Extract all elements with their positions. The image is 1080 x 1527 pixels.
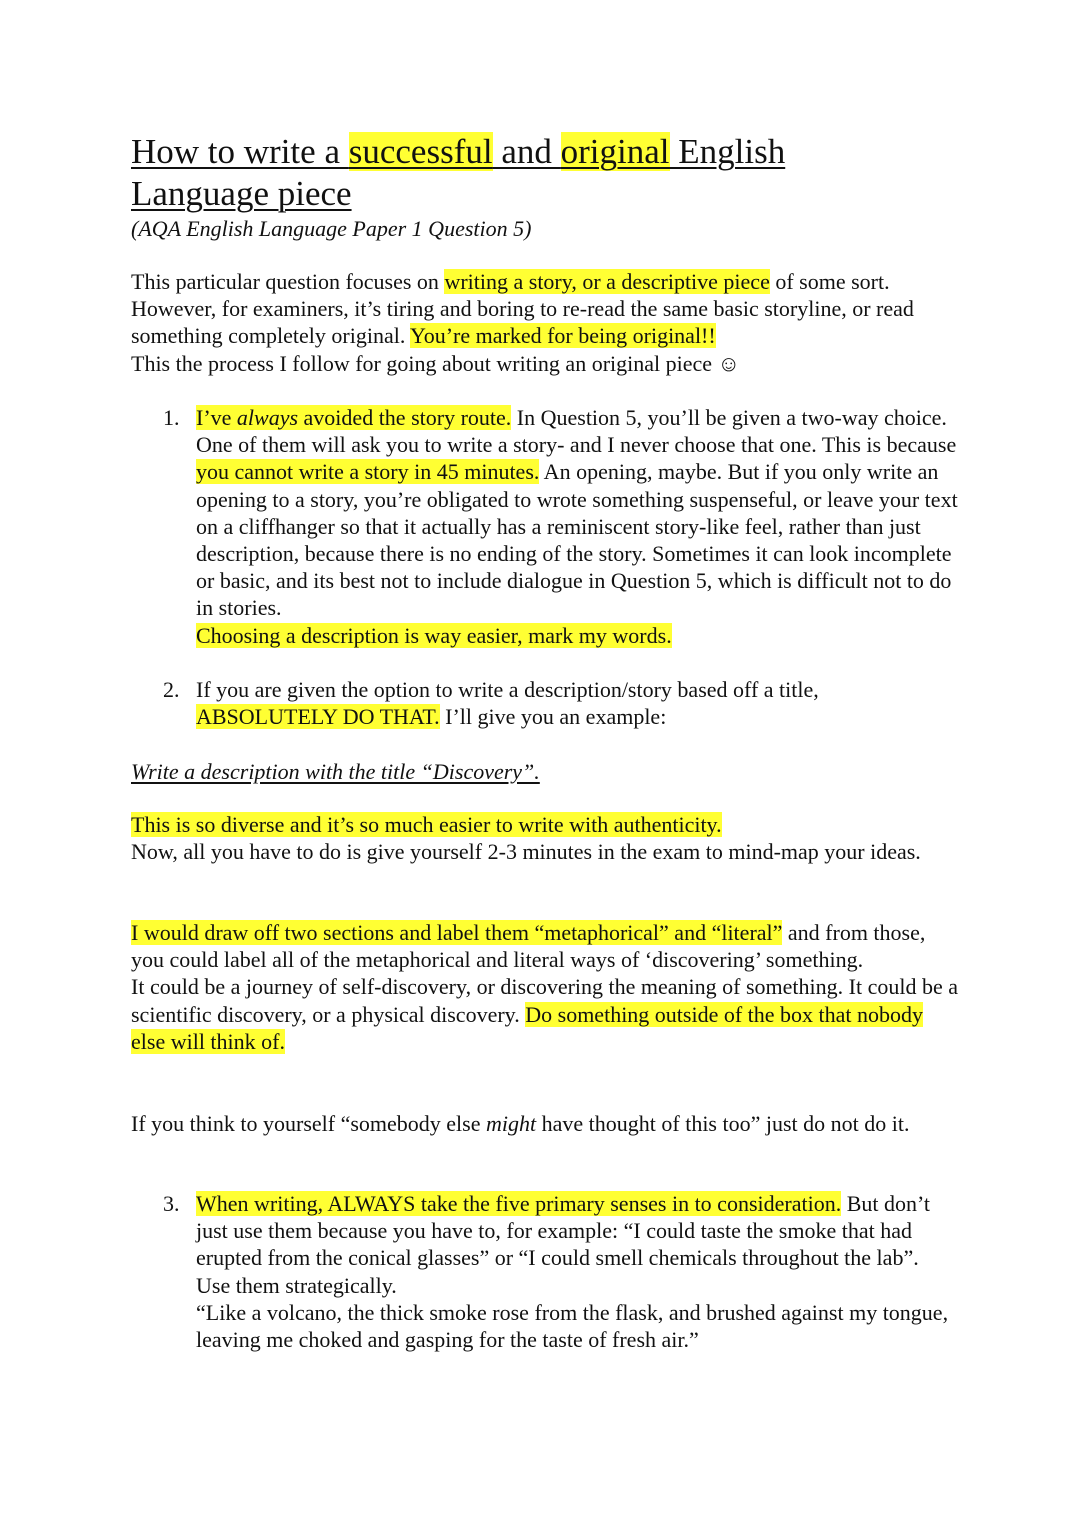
- paragraph-might: If you think to yourself “somebody else might have thought of this too” just do not do it.: [131, 1111, 910, 1136]
- page-title: How to write a successful and original English Language piece: [131, 132, 786, 213]
- list-item-2: 2. If you are given the option to write a description/story based off a title, ABSOLUTELY DO THAT. I’ll give you an example:: [163, 677, 819, 730]
- example-prompt: Write a description with the title “Discovery”.: [131, 759, 540, 784]
- intro-paragraph: This particular question focuses on writing a story, or a descriptive piece of some sort. However, for examiners, it’s tiring and boring to re-read the same basic storyline, or read something completely original. You’re marked for being original!! This the process I follow for going about writing an original piece ☺: [131, 269, 914, 376]
- highlight-original: original: [560, 132, 670, 171]
- highlight-successful: successful: [348, 132, 493, 171]
- paragraph-mindmap: I would draw off two sections and label them “metaphorical” and “literal” and from those, you could label all of the metaphorical and literal ways of ‘discovering’ something. It could be a journey of self-discovery, or discovering the meaning of something. It could be a scientific discovery, or a physical discovery. Do something outside of the box that nobody else will think of.: [131, 920, 958, 1054]
- list-item-1: 1. I’ve always avoided the story route. In Question 5, you’ll be given a two-way choice. One of them will ask you to write a story- and I never choose that one. This is because you cannot write a story in 45 minutes. An opening, maybe. But if you only write an opening to a story, you’re obligated to wrote something suspenseful, or leave your text on a cliffhanger so that it actually has a reminiscent story-like feel, rather than just description, because there is no ending of the story. Sometimes it can look incomplete or basic, and its best not to include dialogue in Question 5, which is difficult not to do in stories. Choosing a description is way easier, mark my words.: [163, 405, 958, 648]
- paragraph-diverse: This is so diverse and it’s so much easier to write with authenticity. Now, all you have to do is give yourself 2-3 minutes in the exam to mind-map your ideas.: [131, 812, 921, 865]
- list-item-3: 3. When writing, ALWAYS take the five primary senses in to consideration. But don’t just use them because you have to, for example: “I could taste the smoke that had erupted from the conical glasses” or “I could smell chemicals throughout the lab”. Use them strategically. “Like a volcano, the thick smoke rose from the flask, and brushed against my tongue, leaving me choked and gasping for the taste of fresh air.”: [163, 1191, 949, 1353]
- list-number: 2.: [163, 677, 180, 702]
- list-number: 3.: [163, 1191, 180, 1216]
- page-subtitle: (AQA English Language Paper 1 Question 5): [131, 216, 532, 241]
- list-number: 1.: [163, 405, 180, 430]
